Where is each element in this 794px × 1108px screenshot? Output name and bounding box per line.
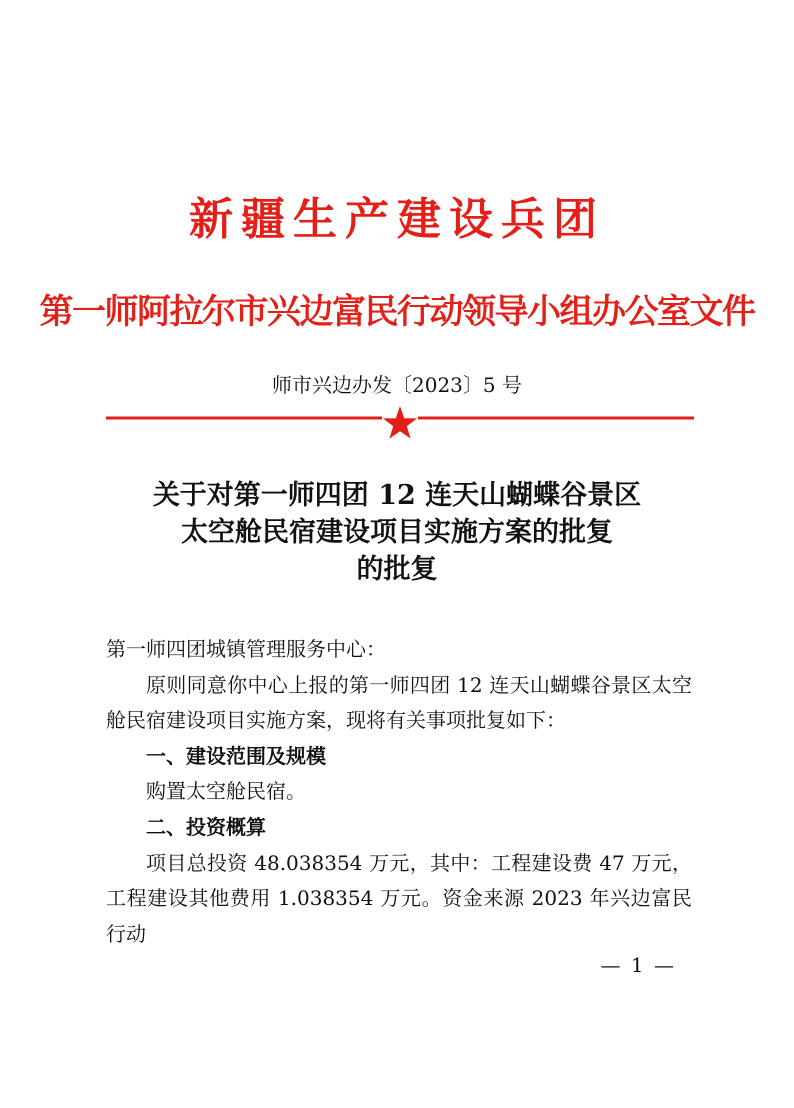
document-body [106,632,692,952]
section-1-text: 购置太空舱民宿。 [146,779,306,804]
section-2-heading: 二、投资概算 [146,814,266,839]
page-number: — 1 — [600,953,676,977]
document-title [0,477,794,588]
org-title: 新疆生产建设兵团 [189,194,605,245]
title-line-3: 的批复 [356,554,438,585]
document-number: 师市兴边办发〔2023〕5 号 [272,373,522,397]
org-subtitle: 第一师阿拉尔市兴边富民行动领导小组办公室文件 [39,292,755,332]
red-divider [106,405,694,441]
recipient-line: 第一师四团城镇管理服务中心： [106,637,386,661]
star-icon [383,406,417,439]
title-line-2: 太空舱民宿建设项目实施方案的批复 [181,517,613,548]
section-1-heading: 一、建设范围及规模 [146,743,326,768]
title-line-1: 关于对第一师四团 12 连天山蝴蝶谷景区 [152,480,642,511]
section-2-text: 项目总投资 48.038354 万元，其中：工程建设费 47 万元，工程建设其他费用 1.038354 万元。资金来源 2023 年兴边富民行动 [106,850,692,946]
intro-paragraph: 原则同意你中心上报的第一师四团 12 连天山蝴蝶谷景区太空舱民宿建设项目实施方案，现将有关事项批复如下： [106,672,692,733]
